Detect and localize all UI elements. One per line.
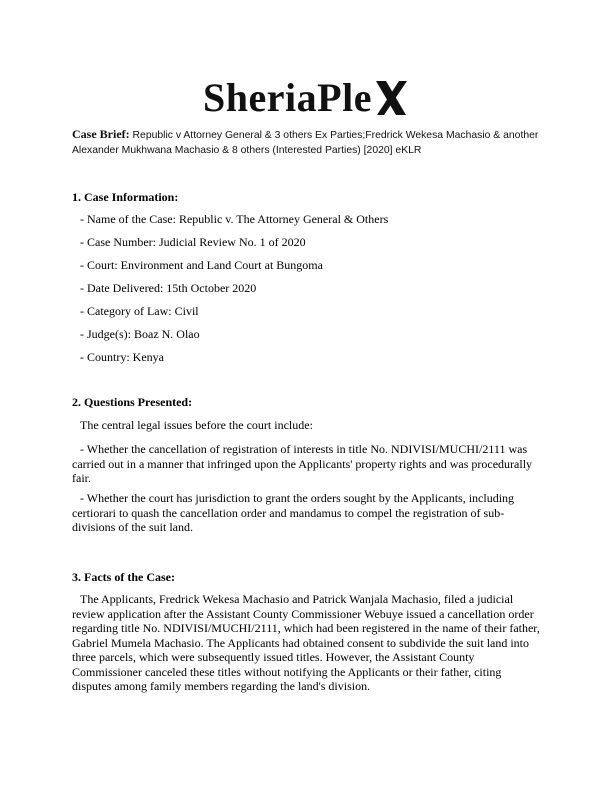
logo-x-mark-icon bbox=[373, 79, 409, 117]
case-info-judge: - Judge(s): Boaz N. Olao bbox=[80, 327, 200, 341]
facts-paragraph: The Applicants, Fredrick Wekesa Machasio and Patrick Wanjala Machasio, filed a judicial review application after the Assistant County Commissioner Webuye issued a cancellation order regarding title No. NDIVISI/MUCHI/2111, which had been registered in the name of their father, Gabriel Mumela Machasio. The Applicants had obtained consent to subdivide the suit land into three parcels, which were subsequently issued titles. However, the Assistant County Commissioner canceled these titles without notifying the Applicants or their father, citing disputes among family members regarding the land's division. bbox=[72, 592, 540, 693]
section-heading-case-information: 1. Case Information: bbox=[72, 190, 179, 204]
case-info-country: - Country: Kenya bbox=[80, 350, 164, 364]
question-1: - Whether the cancellation of registration of interests in title No. NDIVISI/MUCHI/2111 was carried out in a manner that infringed upon the Applicants' property rights and was procedurally fair. bbox=[72, 442, 533, 485]
case-brief bbox=[72, 127, 544, 158]
sheriaplex-logo bbox=[0, 74, 612, 122]
case-brief-label: Case Brief: bbox=[72, 127, 130, 141]
case-info-category: - Category of Law: Civil bbox=[80, 304, 199, 318]
case-info-number: - Case Number: Judicial Review No. 1 of 2020 bbox=[80, 235, 306, 249]
section-heading-questions-presented: 2. Questions Presented: bbox=[72, 395, 193, 409]
case-info-date: - Date Delivered: 15th October 2020 bbox=[80, 281, 257, 295]
case-brief-text: Republic v Attorney General & 3 others Ex Parties;Fredrick Wekesa Machasio & another Alexander Mukhwana Machasio & 8 others (Interested Parties) [2020] eKLR bbox=[72, 130, 539, 156]
section-heading-facts: 3. Facts of the Case: bbox=[72, 570, 175, 584]
case-info-name: - Name of the Case: Republic v. The Attorney General & Others bbox=[80, 212, 389, 226]
question-2: - Whether the court has jurisdiction to grant the orders sought by the Applicants, including certiorari to quash the cancellation order and mandamus to compel the registration of sub-divisions of the suit land. bbox=[72, 491, 515, 534]
questions-intro: The central legal issues before the court include: bbox=[80, 418, 313, 432]
case-info-court: - Court: Environment and Land Court at Bungoma bbox=[80, 258, 323, 272]
logo-text: SheriaPle bbox=[203, 75, 372, 120]
